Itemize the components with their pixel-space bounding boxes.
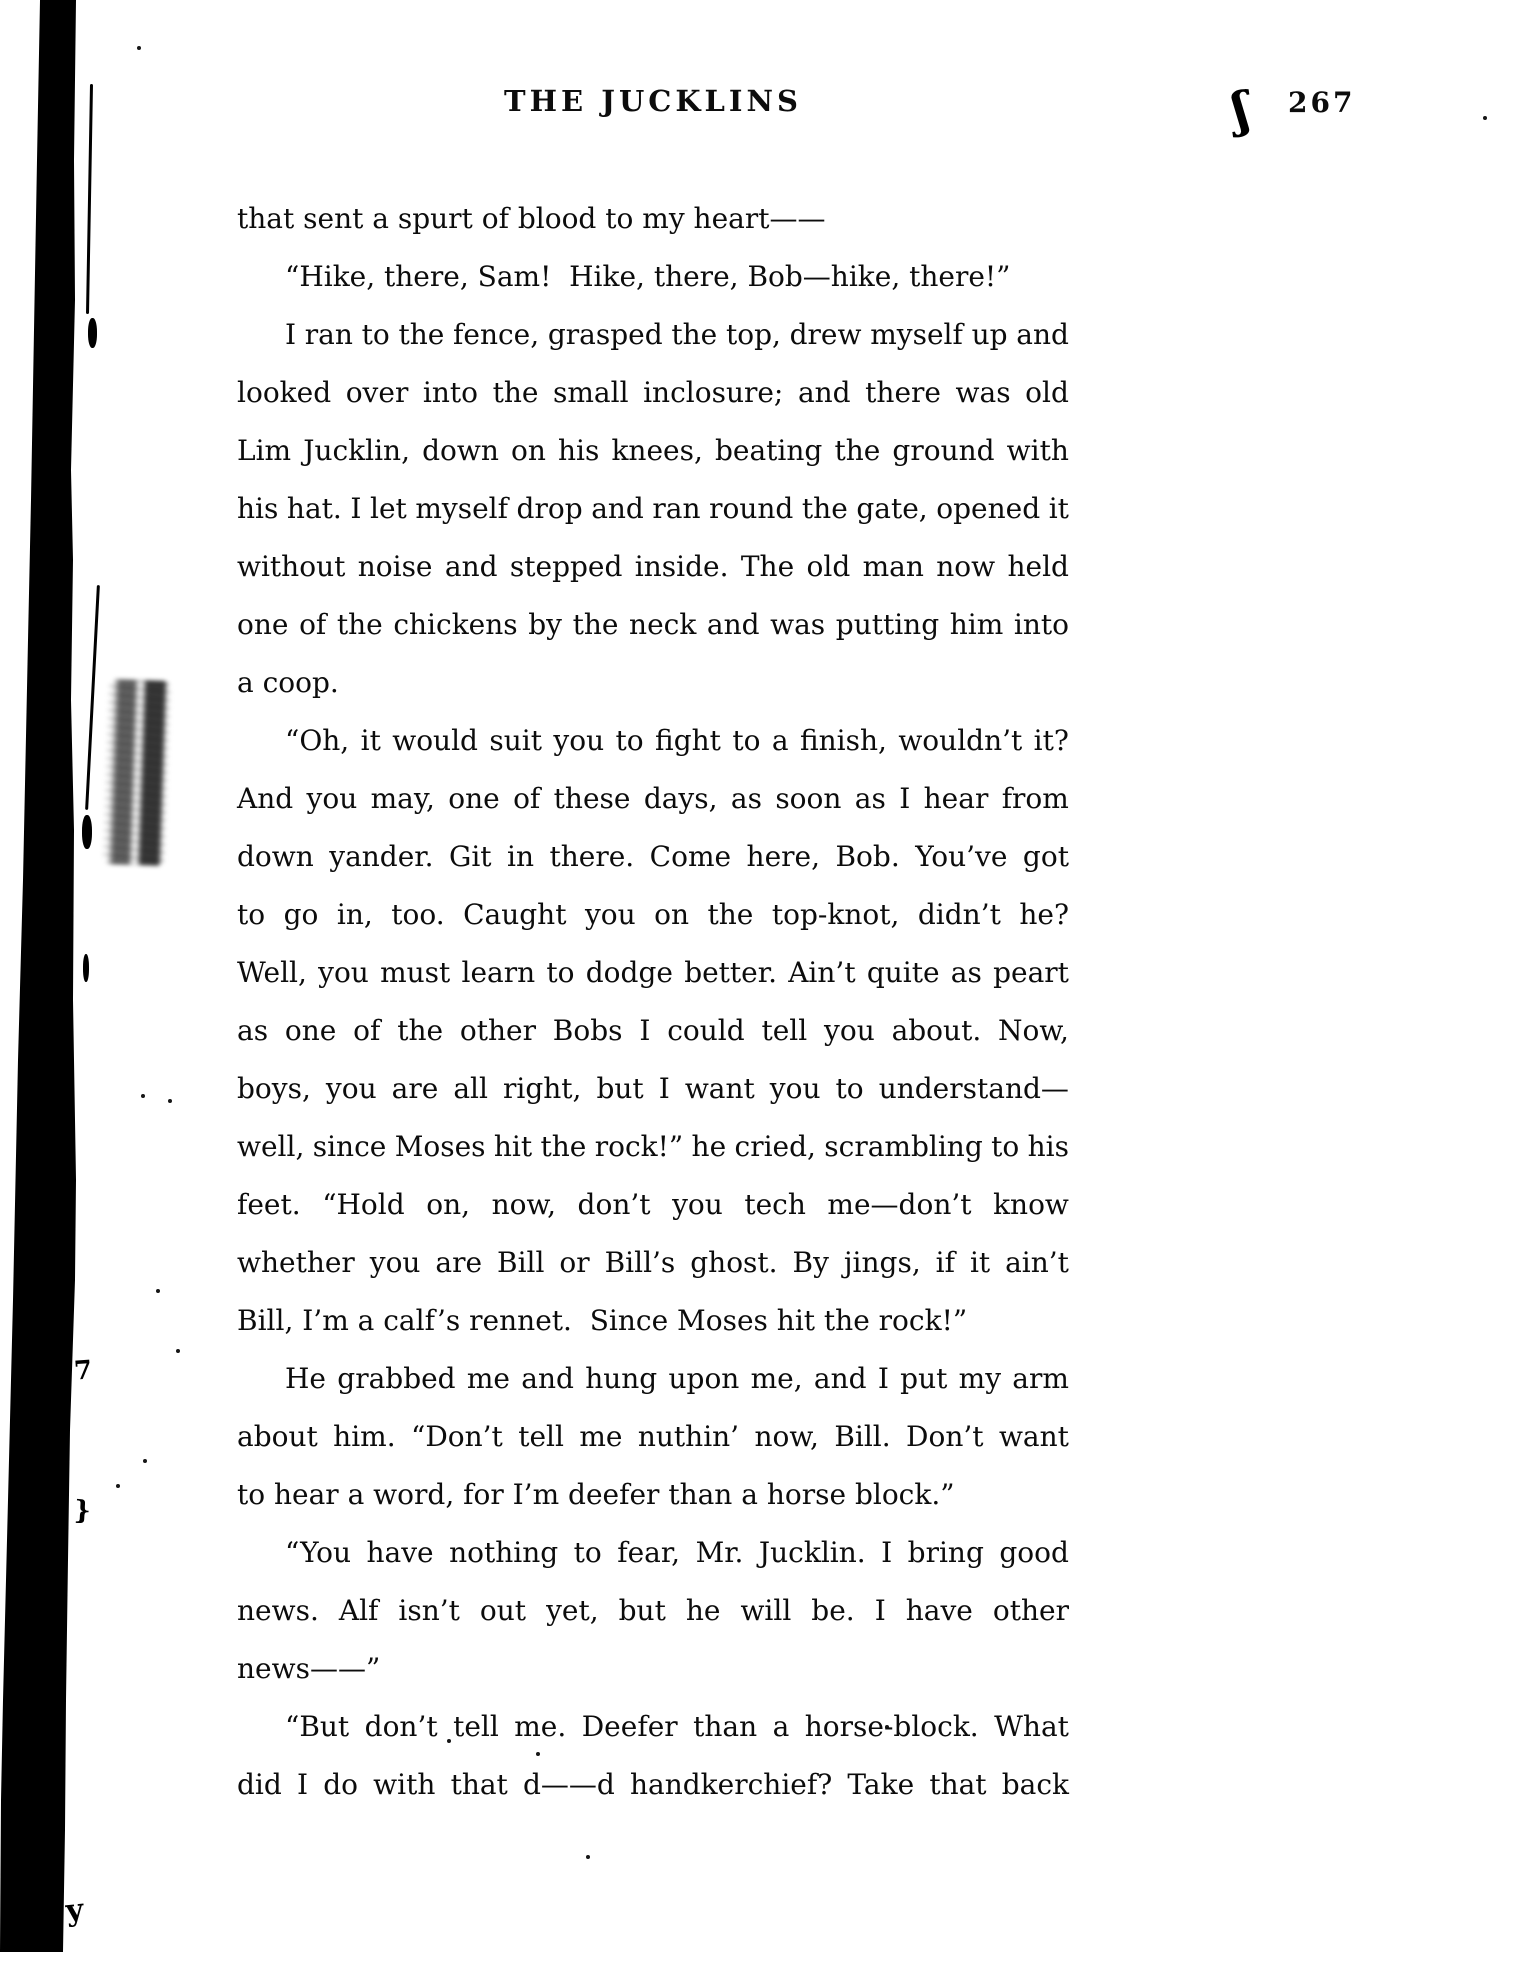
scan-artifact-blob (83, 954, 89, 982)
scan-artifact-glyph: 7 (72, 1355, 94, 1387)
text-line: well, since Moses hit the rock!” he cried, scrambling to his (237, 1130, 1069, 1163)
text-line: “But don’t tell me. Deefer than a horse-block. What (285, 1710, 1069, 1743)
text-line: And you may, one of these days, as soon as I hear from (237, 782, 1069, 815)
binding-shadow-bar (0, 0, 120, 1980)
text-line: looked over into the small inclosure; and there was old (237, 376, 1069, 409)
text-line: one of the chickens by the neck and was putting him into (237, 608, 1069, 641)
text-line: whether you are Bill or Bill’s ghost. By jings, if it ain’t (237, 1246, 1069, 1279)
running-header (0, 81, 1527, 139)
text-line: “Hike, there, Sam! Hike, there, Bob—hike, there!” (285, 260, 1011, 293)
scan-artifact-speck (141, 1094, 145, 1098)
scan-artifact-speck (116, 1484, 120, 1488)
text-line: a coop. (237, 666, 339, 699)
text-line: to hear a word, for I’m deefer than a horse block.” (237, 1478, 955, 1511)
scan-artifact-speck (176, 1349, 180, 1353)
running-header-title: THE JUCKLINS (504, 84, 802, 118)
text-line: I ran to the fence, grasped the top, drew myself up and (285, 318, 1069, 351)
scan-artifact-glyph: } (73, 1495, 92, 1527)
body-text (237, 190, 1069, 1814)
scan-artifact-vline (85, 585, 100, 810)
text-line: down yander. Git in there. Come here, Bob. You’ve got (237, 840, 1069, 873)
scan-artifact-speck (168, 1099, 172, 1103)
text-line: news. Alf isn’t out yet, but he will be. I have other (237, 1594, 1069, 1627)
scan-artifact-speck (586, 1855, 590, 1859)
page-number: 267 (1288, 86, 1356, 119)
scan-artifact-glyph: ʃ (1229, 81, 1253, 139)
text-line: about him. “Don’t tell me nuthin’ now, Bill. Don’t want (237, 1420, 1069, 1453)
text-line: feet. “Hold on, now, don’t you tech me—don’t know (237, 1188, 1069, 1221)
text-line: Lim Jucklin, down on his knees, beating the ground with (237, 434, 1069, 467)
scan-artifact-smudge (103, 679, 171, 866)
scan-artifact-speck (137, 46, 141, 50)
scan-artifact-blob (88, 318, 97, 348)
text-line: news——” (237, 1652, 381, 1685)
scan-artifact-glyph: y (64, 1892, 86, 1929)
text-line: did I do with that d——d handkerchief? Take that back (237, 1768, 1069, 1801)
text-line: Well, you must learn to dodge better. Ain’t quite as peart (237, 956, 1069, 989)
scan-artifact-speck (143, 1459, 147, 1463)
text-line: “Oh, it would suit you to fight to a finish, wouldn’t it? (285, 724, 1069, 757)
text-line: as one of the other Bobs I could tell you about. Now, (237, 1014, 1069, 1047)
text-line: to go in, too. Caught you on the top-knot, didn’t he? (237, 898, 1069, 931)
text-line: “You have nothing to fear, Mr. Jucklin. I bring good (285, 1536, 1069, 1569)
text-line: that sent a spurt of blood to my heart—— (237, 202, 826, 235)
scan-artifact-blob (82, 815, 92, 849)
text-line: boys, you are all right, but I want you to understand— (237, 1072, 1069, 1105)
text-line: Bill, I’m a calf’s rennet. Since Moses hit the rock!” (237, 1304, 968, 1337)
text-line: He grabbed me and hung upon me, and I put my arm (285, 1362, 1069, 1395)
text-line: his hat. I let myself drop and ran round the gate, opened it (237, 492, 1069, 525)
scan-artifact-speck (156, 1289, 160, 1293)
text-line: without noise and stepped inside. The old man now held (237, 550, 1069, 583)
